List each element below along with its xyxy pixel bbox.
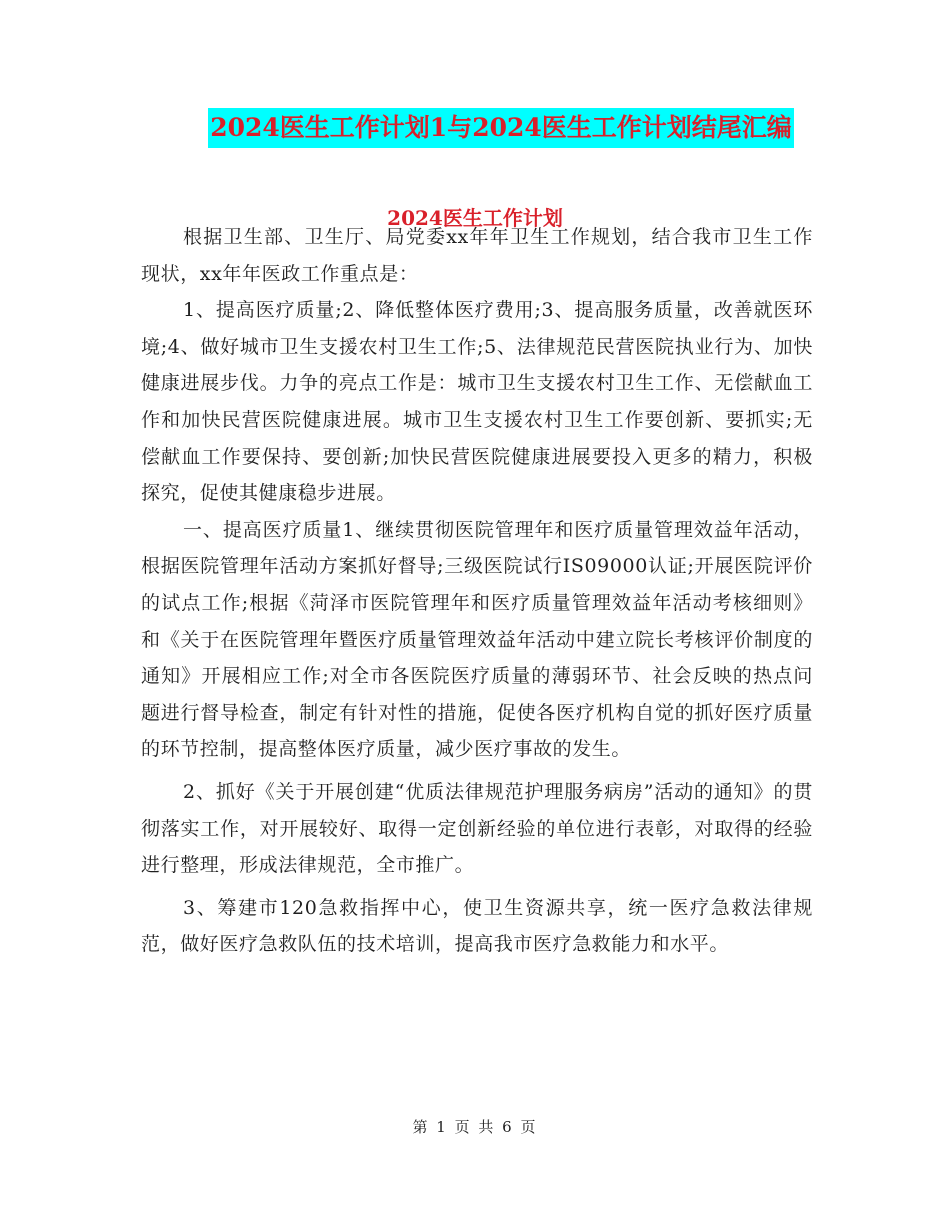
paragraph-intro: 根据卫生部、卫生厅、局党委xx年年卫生工作规划，结合我市卫生工作现状，xx年年医政工作重点是： xyxy=(141,226,813,285)
document-title: 2024医生工作计划1与2024医生工作计划结尾汇编 xyxy=(208,108,794,148)
paragraph-nursing-ward: 2、抓好《关于开展创建“优质法律规范护理服务病房”活动的通知》的贯彻落实工作，对开展较好、取得一定创新经验的单位进行表彰，对取得的经验进行整理，形成法律规范，全市推广。 xyxy=(141,780,813,877)
section-title: 2024医生工作计划 xyxy=(387,206,563,230)
document-title-row xyxy=(0,108,950,148)
document-body xyxy=(141,219,813,963)
paragraph-medical-quality: 一、提高医疗质量1、继续贯彻医院管理年和医疗质量管理效益年活动，根据医院管理年活动方案抓好督导;三级医院试行IS09000认证;开展医院评价的试点工作;根据《菏泽市医院管理年和医疗质量管理效益年活动考核细则》和《关于在医院管理年暨医疗质量管理效益年活动中建立院长考核评价制度的通知》开展相应工作;对全市各医院医疗质量的薄弱环节、社会反映的热点问题进行督导检查，制定有针对性的措施，促使各医疗机构自觉的抓好医疗质量的环节控制，提高整体医疗质量，减少医疗事故的发生。 xyxy=(141,518,813,761)
page-number-footer: 第 1 页 共 6 页 xyxy=(412,1118,538,1136)
paragraph-emergency-center: 3、筹建市120急救指挥中心，使卫生资源共享，统一医疗急救法律规范，做好医疗急救队伍的技术培训，提高我市医疗急救能力和水平。 xyxy=(141,896,813,956)
paragraph-priorities: 1、提高医疗质量;2、降低整体医疗费用;3、提高服务质量，改善就医环境;4、做好城市卫生支援农村卫生工作;5、法律规范民营医院执业行为、加快健康进展步伐。力争的亮点工作是：城市卫生支援农村卫生工作、无偿献血工作和加快民营医院健康进展。城市卫生支援农村卫生工作要创新、要抓实;无偿献血工作要保持、要创新;加快民营医院健康进展要投入更多的精力，积极探究，促使其健康稳步进展。 xyxy=(141,299,813,505)
